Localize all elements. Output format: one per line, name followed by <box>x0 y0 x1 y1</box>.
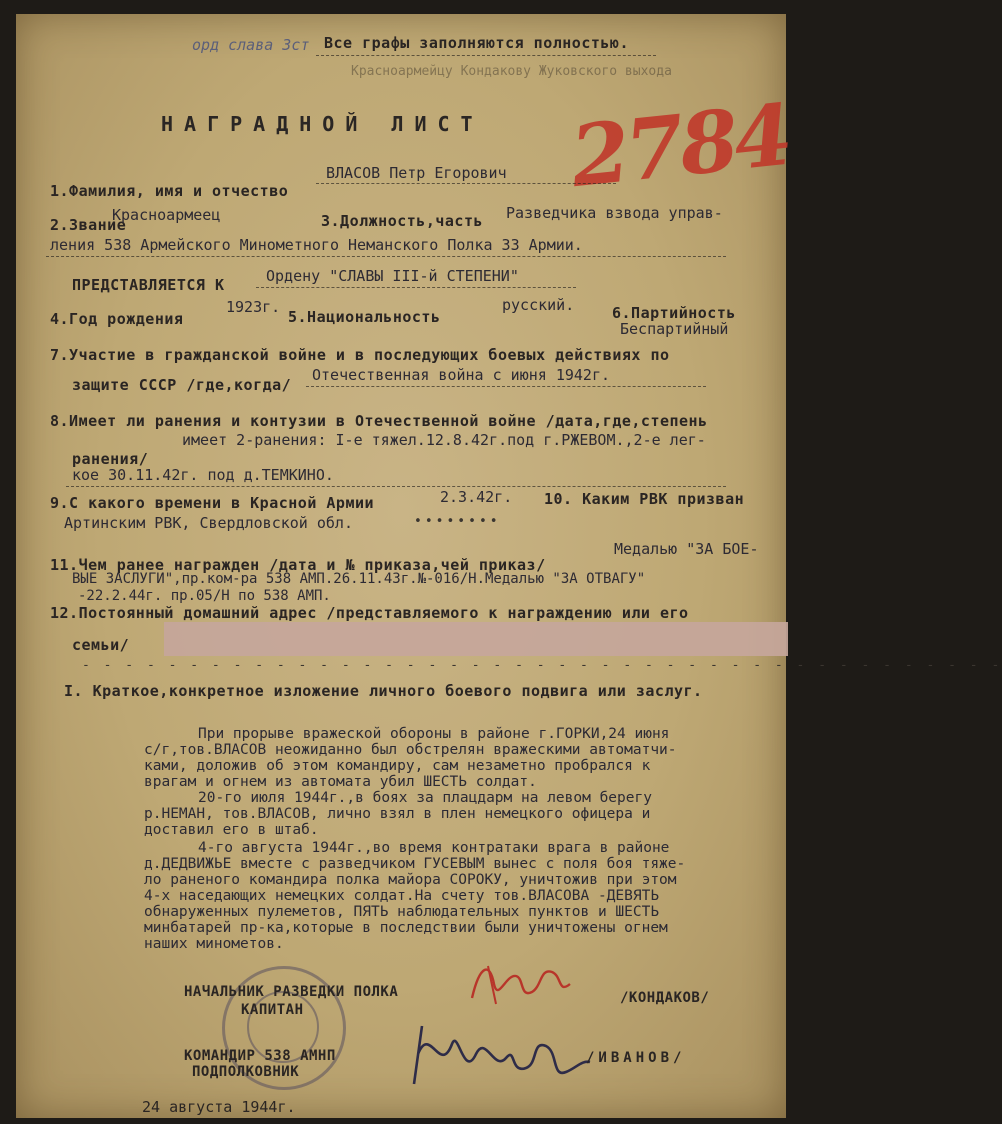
narrative-line-3: ками, доложив об этом командиру, сам незаметно пробрался к <box>144 758 651 774</box>
section-1-label: I. Краткое,конкретное изложение личного боевого подвига или заслуг. <box>64 682 703 700</box>
narrative-line-6: р.НЕМАН, тов.ВЛАСОВ, лично взял в плен немецкого офицера и <box>144 806 651 822</box>
field-8-value-line2: кое 30.11.42г. под д.ТЕМКИНО. <box>72 466 334 484</box>
narrative-line-10: ло раненого командира полка майора СОРОКУ, уничтожив при этом <box>144 872 677 888</box>
chief-signature <box>466 954 576 1014</box>
instruction-text: Все графы заполняются полностью. <box>324 34 629 52</box>
narrative-line-13: минбатарей пр-ка,которые в последствии были уничтожены огнем <box>144 920 668 936</box>
field-6-label: 6.Партийность <box>612 304 736 322</box>
commander-name: /ИВАНОВ/ <box>586 1050 686 1066</box>
separator-dashes: - - - - - - - - - - - - - - - - - - - - - - - - - - - - - - - - - - - - - - - - - - - <box>82 658 1002 673</box>
narrative-line-7: доставил его в штаб. <box>144 822 319 838</box>
field-1-line <box>316 182 616 184</box>
field-11-label: 11.Чем ранее награжден /дата и № приказа,чей приказ/ <box>50 556 546 574</box>
field-1-value: ВЛАСОВ Петр Егорович <box>326 164 507 182</box>
document-date: 24 августа 1944г. <box>142 1098 296 1116</box>
presented-line <box>256 286 576 288</box>
field-7-value: Отечественная война с июня 1942г. <box>312 366 611 384</box>
narrative-line-11: 4-х наседающих немецких солдат.На счету тов.ВЛАСОВА -ДЕВЯТЬ <box>144 888 660 904</box>
field-6-value: Беспартийный <box>620 320 729 338</box>
field-11-value-line3: -22.2.44г. пр.05/Н по 538 АМП. <box>78 588 331 604</box>
field-5-value: русский. <box>502 296 575 314</box>
award-sheet <box>16 14 1002 1118</box>
field-2-label: 2.Звание <box>50 216 127 234</box>
field-11-value-line1: Медалью "ЗА БОЕ- <box>614 540 759 558</box>
chief-name: /КОНДАКОВ/ <box>620 990 710 1006</box>
field-11-value-line2: ВЫЕ ЗАСЛУГИ",пр.ком-ра 538 АМП.26.11.43г.№-016/Н.Медалью "ЗА ОТВАГУ" <box>72 571 646 587</box>
field-8-value-line1: имеет 2-ранения: I-е тяжел.12.8.42г.под г.РЖЕВОМ.,2-е лег- <box>182 431 706 449</box>
narrative-line-5: 20-го июля 1944г.,в боях за плацдарм на левом берегу <box>198 790 652 806</box>
commander-title-line2: ПОДПОЛКОВНИК <box>192 1064 300 1080</box>
pencil-note: орд слава 3ст <box>192 36 310 54</box>
field-8-label-cont: ранения/ <box>72 450 149 468</box>
field-9-value: 2.3.42г. <box>440 488 513 506</box>
narrative-line-14: наших минометов. <box>144 936 284 952</box>
chief-title-line1: НАЧАЛЬНИК РАЗВЕДКИ ПОЛКА <box>184 984 399 1000</box>
field-2-value: Красноармеец <box>112 206 221 224</box>
narrative-line-12: обнаруженных пулеметов, ПЯТЬ наблюдательных пунктов и ШЕСТЬ <box>144 904 660 920</box>
field-4-label: 4.Год рождения <box>50 310 184 328</box>
field-3-value-line2: ления 538 Армейского Минометного Неманского Полка 33 Армии. <box>50 236 583 254</box>
field-7-line <box>306 385 706 387</box>
document-title: НАГРАДНОЙ ЛИСТ <box>161 112 484 136</box>
narrative-line-9: д.ДЕДВИЖЬЕ вместе с разведчиком ГУСЕВЫМ вынес с поля боя тяже- <box>144 856 686 872</box>
narrative-line-2: с/г,тов.ВЛАСОВ неожиданно был обстрелян вражескими автоматчи- <box>144 742 677 758</box>
faded-line: Красноармейцу Кондакову Жуковского выхода <box>351 64 672 79</box>
field-10-dots: •••••••• <box>414 514 501 529</box>
narrative-line-8: 4-го августа 1944г.,во время контратаки врага в районе <box>198 840 670 856</box>
field-8-label: 8.Имеет ли ранения и контузии в Отечественной войне /дата,где,степень <box>50 412 708 430</box>
presented-label: ПРЕДСТАВЛЯЕТСЯ К <box>72 276 225 294</box>
field-10-value: Артинским РВК, Свердловской обл. <box>64 514 353 532</box>
commander-signature <box>406 1014 596 1094</box>
field-3-value-line1: Разведчика взвода управ- <box>506 204 723 222</box>
field-12-label: 12.Постоянный домашний адрес /представляемого к награждению или его <box>50 604 689 622</box>
field-5-label: 5.Национальность <box>288 308 441 326</box>
field-8-line <box>66 485 726 487</box>
field-12-label-cont: семьи/ <box>72 636 130 654</box>
narrative-line-1: При прорыве вражеской обороны в районе г.ГОРКИ,24 июня <box>198 726 670 742</box>
field-9-label: 9.С какого времени в Красной Армии <box>50 494 375 512</box>
narrative-line-4: врагам и огнем из автомата убил ШЕСТЬ солдат. <box>144 774 537 790</box>
field-1-label: 1.Фамилия, имя и отчество <box>50 182 289 200</box>
red-archive-number: 2784 <box>566 84 794 207</box>
field-7-label-line1: 7.Участие в гражданской войне и в последующих боевых действиях по <box>50 346 670 364</box>
field-7-label-line2: защите СССР /где,когда/ <box>72 376 292 394</box>
field-3-label: 3.Должность,часть <box>321 212 484 230</box>
presented-value: Ордену "СЛАВЫ III-й СТЕПЕНИ" <box>266 267 519 285</box>
field-3-line <box>46 255 726 257</box>
chief-title-line2: КАПИТАН <box>241 1002 304 1018</box>
field-10-label: 10. Каким РВК призван <box>544 490 745 508</box>
redacted-address <box>164 622 788 656</box>
commander-title-line1: КОМАНДИР 538 АМНП <box>184 1048 336 1064</box>
instruction-underline <box>316 54 656 56</box>
field-4-value: 1923г. <box>226 298 281 316</box>
